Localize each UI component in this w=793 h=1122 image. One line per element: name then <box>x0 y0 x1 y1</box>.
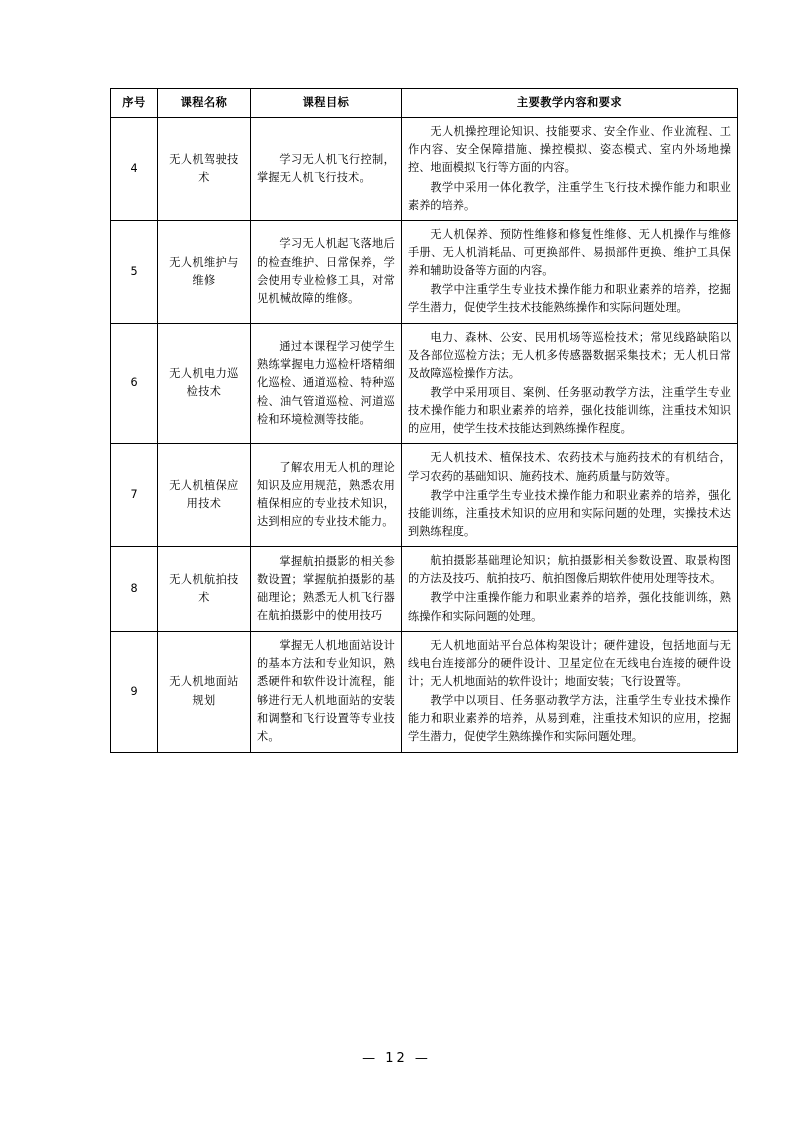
cell-seq: 7 <box>111 444 158 547</box>
table-row <box>111 118 738 221</box>
course-goal-text: 掌握航拍摄影的相关参数设置；掌握航拍摄影的基础理论；熟悉无人机飞行器在航拍摄影中的使用技巧 <box>257 554 395 623</box>
course-name-text: 无人机电力巡检技术 <box>169 367 239 399</box>
cell-course-goal <box>251 118 402 221</box>
content-paragraph: 教学中注重学生专业技术操作能力和职业素养的培养，挖掘学生潜力，促使学生技术技能熟练操作和实际问题处理。 <box>408 283 731 315</box>
content-paragraph: 教学中采用一体化教学，注重学生飞行技术操作能力和职业素养的培养。 <box>408 180 731 212</box>
cell-course-goal <box>251 220 402 323</box>
cell-seq: 8 <box>111 547 158 632</box>
course-name-text: 无人机维护与维修 <box>169 255 239 287</box>
cell-content <box>402 444 738 547</box>
course-goal-text: 了解农用无人机的理论知识及应用规范，熟悉农用植保相应的专业技术知识，达到相应的专业技术能力。 <box>257 460 395 529</box>
cell-course-name <box>158 220 251 323</box>
table-row <box>111 631 738 752</box>
table-row <box>111 444 738 547</box>
cell-seq: 4 <box>111 118 158 221</box>
content-paragraph: 教学中注重操作能力和职业素养的培养，强化技能训练，熟练操作和实际问题的处理。 <box>408 591 731 623</box>
cell-course-goal <box>251 547 402 632</box>
cell-course-name <box>158 118 251 221</box>
content-paragraph: 无人机操控理论知识、技能要求、安全作业、作业流程、工作内容、安全保障措施、操控模拟、姿态模式、室内外场地操控、地面模拟飞行等方面的内容。 <box>408 125 731 175</box>
course-name-text: 无人机地面站规划 <box>169 675 239 707</box>
content-paragraph: 电力、森林、公安、民用机场等巡检技术；常见线路缺陷以及各部位巡检方法；无人机多传感器数据采集技术；无人机日常及故障巡检操作方法。 <box>408 330 731 380</box>
cell-course-name <box>158 444 251 547</box>
content-paragraph: 教学中以项目、任务驱动教学方法，注重学生专业技术操作能力和职业素养的培养，从易到难，注重技术知识的应用，挖掘学生潜力，促使学生熟练操作和实际问题处理。 <box>408 694 731 744</box>
content-paragraph: 教学中注重学生专业技术操作能力和职业素养的培养，强化技能训练，注重技术知识的应用和实际问题的处理，实操技术达到熟练程度。 <box>408 488 731 538</box>
content-paragraph: 无人机地面站平台总体构架设计；硬件建设，包括地面与无线电台连接部分的硬件设计、卫星定位在无线电台连接的硬件设计；无人机地面站的软件设计；地面安装；飞行设置等。 <box>408 638 731 688</box>
column-header-course-goal: 课程目标 <box>251 89 402 118</box>
course-goal-text: 学习无人机起飞落地后的检查维护、日常保养，学会使用专业检修工具，对常见机械故障的维修。 <box>257 237 395 305</box>
cell-course-goal <box>251 631 402 752</box>
table-row <box>111 547 738 632</box>
column-header-content: 主要教学内容和要求 <box>402 89 738 118</box>
table-row <box>111 323 738 444</box>
course-name-text: 无人机驾驶技术 <box>169 152 239 184</box>
content-paragraph: 航拍摄影基础理论知识；航拍摄影相关参数设置、取景构图的方法及技巧、航拍技巧、航拍图像后期软件使用处理等技术。 <box>408 554 731 586</box>
column-header-seq: 序号 <box>111 89 158 118</box>
page-number: — 12 — <box>362 1051 431 1066</box>
cell-content <box>402 118 738 221</box>
course-table <box>110 88 738 753</box>
course-goal-text: 通过本课程学习使学生熟练掌握电力巡检杆塔精细化巡检、通道巡检、特种巡检、油气管道巡检、河道巡检和环境检测等技能。 <box>257 340 395 426</box>
cell-course-goal <box>251 323 402 444</box>
cell-seq: 5 <box>111 220 158 323</box>
cell-content <box>402 323 738 444</box>
course-name-text: 无人机航拍技术 <box>169 572 239 604</box>
cell-course-name <box>158 631 251 752</box>
cell-course-goal <box>251 444 402 547</box>
cell-content <box>402 220 738 323</box>
column-header-course-name: 课程名称 <box>158 89 251 118</box>
course-name-text: 无人机植保应用技术 <box>169 479 239 511</box>
course-goal-text: 学习无人机飞行控制，掌握无人机飞行技术。 <box>257 152 395 184</box>
cell-content <box>402 547 738 632</box>
cell-seq: 6 <box>111 323 158 444</box>
table-body <box>111 118 738 752</box>
table-header-row <box>111 89 738 118</box>
course-goal-text: 掌握无人机地面站设计的基本方法和专业知识，熟悉硬件和软件设计流程，能够进行无人机地面站的安装和调整和飞行设置等专业技术。 <box>257 639 395 743</box>
content-paragraph: 无人机技术、植保技术、农药技术与施药技术的有机结合，学习农药的基础知识、施药技术、施药质量与防效等。 <box>408 451 731 483</box>
table-row <box>111 220 738 323</box>
content-paragraph: 无人机保养、预防性维修和修复性维修、无人机操作与维修手册、无人机消耗品、可更换部件、易损部件更换、维护工具保养和辅助设备等方面的内容。 <box>408 227 731 278</box>
cell-content <box>402 631 738 752</box>
content-paragraph: 教学中采用项目、案例、任务驱动教学方法，注重学生专业技术操作能力和职业素养的培养，强化技能训练，注重技术知识的应用，使学生技术技能达到熟练操作程度。 <box>408 385 731 436</box>
cell-course-name <box>158 323 251 444</box>
cell-seq: 9 <box>111 631 158 752</box>
cell-course-name <box>158 547 251 632</box>
table-header <box>111 89 738 118</box>
